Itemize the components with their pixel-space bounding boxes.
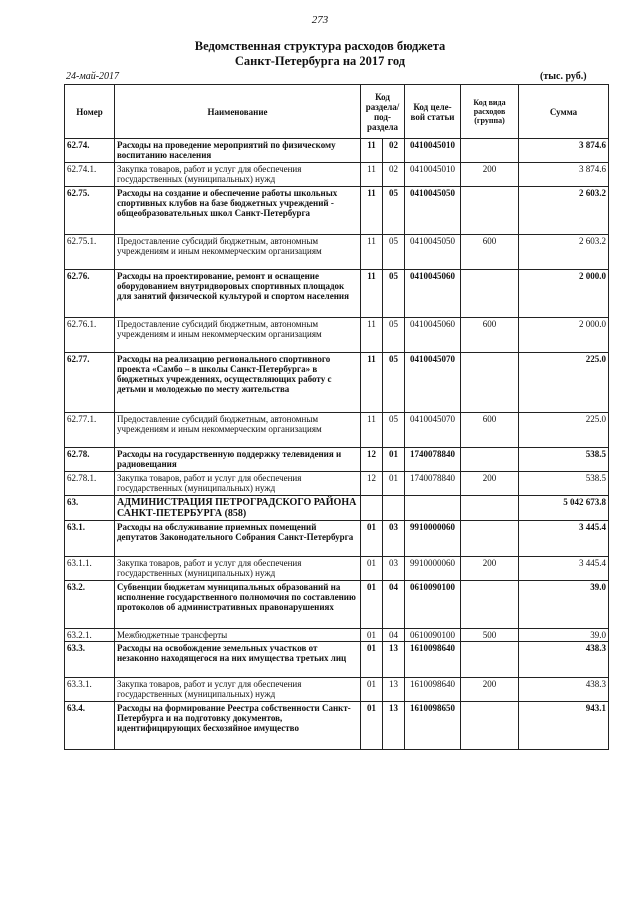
row-target-code: 1740078840 xyxy=(405,448,461,472)
table-row xyxy=(65,139,609,163)
row-sum: 2 000.0 xyxy=(519,318,609,353)
row-subsection: 01 xyxy=(383,448,405,472)
row-name: Расходы на проектирование, ремонт и оснащение оборудованием внутридворовых спортивных площадок для занятий физической культурой и спортом населения xyxy=(115,270,361,318)
row-target-code: 0610090100 xyxy=(405,629,461,642)
row-section xyxy=(361,496,383,521)
table-row xyxy=(65,702,609,750)
row-target-code: 0410045070 xyxy=(405,353,461,413)
row-number: 62.75.1. xyxy=(65,235,115,270)
row-name: АДМИНИСТРАЦИЯ ПЕТРОГРАДСКОГО РАЙОНА САНКТ-ПЕТЕРБУРГА (858) xyxy=(115,496,361,521)
row-number: 62.77. xyxy=(65,353,115,413)
row-sum: 2 603.2 xyxy=(519,187,609,235)
row-number: 62.74. xyxy=(65,139,115,163)
row-name: Расходы на освобождение земельных участков от незаконно находящегося на них имущества третьих лиц xyxy=(115,642,361,678)
row-subsection: 04 xyxy=(383,629,405,642)
table-row xyxy=(65,163,609,187)
title-line-1: Ведомственная структура расходов бюджета xyxy=(194,39,446,53)
row-sum: 225.0 xyxy=(519,413,609,448)
row-section: 01 xyxy=(361,702,383,750)
row-expense-type: 600 xyxy=(461,318,519,353)
row-subsection xyxy=(383,496,405,521)
row-section: 01 xyxy=(361,557,383,581)
table-row xyxy=(65,557,609,581)
table-row xyxy=(65,270,609,318)
row-expense-type xyxy=(461,353,519,413)
row-section: 11 xyxy=(361,318,383,353)
row-number: 63. xyxy=(65,496,115,521)
row-section: 01 xyxy=(361,629,383,642)
row-expense-type xyxy=(461,448,519,472)
table-row xyxy=(65,642,609,678)
row-subsection: 02 xyxy=(383,139,405,163)
row-number: 62.76.1. xyxy=(65,318,115,353)
table-row xyxy=(65,472,609,496)
row-subsection: 04 xyxy=(383,581,405,629)
row-section: 11 xyxy=(361,413,383,448)
row-expense-type: 600 xyxy=(461,413,519,448)
row-subsection: 01 xyxy=(383,472,405,496)
row-target-code: 0410045050 xyxy=(405,235,461,270)
row-number: 62.75. xyxy=(65,187,115,235)
row-name: Расходы на проведение мероприятий по физическому воспитанию населения xyxy=(115,139,361,163)
row-target-code: 9910000060 xyxy=(405,521,461,557)
header-expense-type-code: Код вида расходов (группа) xyxy=(461,85,519,139)
row-subsection: 05 xyxy=(383,318,405,353)
row-name: Закупка товаров, работ и услуг для обеспечения государственных (муниципальных) нужд xyxy=(115,678,361,702)
row-subsection: 03 xyxy=(383,521,405,557)
row-section: 01 xyxy=(361,678,383,702)
row-sum: 3 874.6 xyxy=(519,163,609,187)
row-expense-type: 200 xyxy=(461,678,519,702)
row-expense-type xyxy=(461,581,519,629)
page-number: 273 xyxy=(311,14,329,26)
row-subsection: 05 xyxy=(383,270,405,318)
row-expense-type xyxy=(461,139,519,163)
row-subsection: 05 xyxy=(383,187,405,235)
row-number: 63.1.1. xyxy=(65,557,115,581)
header-section-code: Код раздела/ под-раздела xyxy=(361,85,405,139)
row-section: 01 xyxy=(361,581,383,629)
row-subsection: 13 xyxy=(383,642,405,678)
row-sum: 3 874.6 xyxy=(519,139,609,163)
row-section: 11 xyxy=(361,163,383,187)
row-number: 62.78.1. xyxy=(65,472,115,496)
title-line-2: Санкт-Петербурга на 2017 год xyxy=(234,54,406,68)
row-sum: 438.3 xyxy=(519,642,609,678)
row-number: 62.77.1. xyxy=(65,413,115,448)
row-target-code: 0410045010 xyxy=(405,139,461,163)
row-expense-type: 200 xyxy=(461,163,519,187)
row-name: Расходы на создание и обеспечение работы школьных спортивных клубов на базе бюджетных учреждений - общеобразовательных школ Санкт-Петербурга xyxy=(115,187,361,235)
row-section: 11 xyxy=(361,353,383,413)
row-name: Закупка товаров, работ и услуг для обеспечения государственных (муниципальных) нужд xyxy=(115,472,361,496)
budget-table xyxy=(64,84,609,750)
row-name: Расходы на обслуживание приемных помещений депутатов Законодательного Собрания Санкт-Петербурга xyxy=(115,521,361,557)
row-sum: 3 445.4 xyxy=(519,557,609,581)
row-target-code: 1610098640 xyxy=(405,678,461,702)
row-number: 63.3.1. xyxy=(65,678,115,702)
row-sum: 438.3 xyxy=(519,678,609,702)
table-row xyxy=(65,496,609,521)
row-section: 01 xyxy=(361,521,383,557)
row-sum: 943.1 xyxy=(519,702,609,750)
row-subsection: 05 xyxy=(383,235,405,270)
row-subsection: 02 xyxy=(383,163,405,187)
table-row xyxy=(65,413,609,448)
row-sum: 3 445.4 xyxy=(519,521,609,557)
row-target-code: 0410045050 xyxy=(405,187,461,235)
row-section: 11 xyxy=(361,187,383,235)
row-section: 12 xyxy=(361,472,383,496)
row-subsection: 13 xyxy=(383,702,405,750)
row-section: 01 xyxy=(361,642,383,678)
row-name: Расходы на государственную поддержку телевидения и радиовещания xyxy=(115,448,361,472)
row-expense-type: 500 xyxy=(461,629,519,642)
row-section: 11 xyxy=(361,235,383,270)
row-number: 63.2. xyxy=(65,581,115,629)
row-subsection: 05 xyxy=(383,413,405,448)
table-row xyxy=(65,521,609,557)
row-expense-type xyxy=(461,642,519,678)
row-expense-type xyxy=(461,521,519,557)
row-sum: 538.5 xyxy=(519,472,609,496)
row-target-code: 0410045060 xyxy=(405,270,461,318)
row-sum: 39.0 xyxy=(519,581,609,629)
row-number: 63.1. xyxy=(65,521,115,557)
row-section: 11 xyxy=(361,139,383,163)
row-number: 63.2.1. xyxy=(65,629,115,642)
header-name: Наименование xyxy=(115,85,361,139)
header-sum: Сумма xyxy=(519,85,609,139)
header-target-code: Код целе-вой статьи xyxy=(405,85,461,139)
row-sum: 538.5 xyxy=(519,448,609,472)
row-expense-type: 200 xyxy=(461,472,519,496)
table-row xyxy=(65,318,609,353)
row-name: Предоставление субсидий бюджетным, автономным учреждениям и иным некоммерческим организациям xyxy=(115,318,361,353)
row-target-code: 0610090100 xyxy=(405,581,461,629)
row-expense-type xyxy=(461,187,519,235)
row-expense-type xyxy=(461,702,519,750)
row-name: Расходы на реализацию регионального спортивного проекта «Самбо – в школы Санкт-Петербурга» в бюджетных учреждениях, осуществляющих работу с детьми и молодежью по месту жительства xyxy=(115,353,361,413)
row-expense-type xyxy=(461,496,519,521)
table-header-row xyxy=(65,85,609,139)
table-row xyxy=(65,448,609,472)
header-number: Номер xyxy=(65,85,115,139)
row-subsection: 05 xyxy=(383,353,405,413)
row-target-code: 9910000060 xyxy=(405,557,461,581)
row-sum: 5 042 673.8 xyxy=(519,496,609,521)
table-row xyxy=(65,187,609,235)
row-sum: 2 603.2 xyxy=(519,235,609,270)
row-expense-type: 600 xyxy=(461,235,519,270)
document-date: 24-май-2017 xyxy=(66,71,120,82)
table-row xyxy=(65,353,609,413)
row-number: 63.4. xyxy=(65,702,115,750)
row-number: 62.78. xyxy=(65,448,115,472)
row-sum: 225.0 xyxy=(519,353,609,413)
row-name: Субвенции бюджетам муниципальных образований на исполнение государственного полномочия по составлению протоколов об административных правонарушениях xyxy=(115,581,361,629)
table-row xyxy=(65,629,609,642)
row-target-code: 1740078840 xyxy=(405,472,461,496)
row-name: Межбюджетные трансферты xyxy=(115,629,361,642)
table-row xyxy=(65,235,609,270)
units-label: (тыс. руб.) xyxy=(540,71,587,82)
document-title xyxy=(0,39,640,69)
row-target-code: 0410045070 xyxy=(405,413,461,448)
row-number: 62.74.1. xyxy=(65,163,115,187)
row-section: 12 xyxy=(361,448,383,472)
row-target-code: 1610098650 xyxy=(405,702,461,750)
table-row xyxy=(65,678,609,702)
row-subsection: 03 xyxy=(383,557,405,581)
table-row xyxy=(65,581,609,629)
row-name: Предоставление субсидий бюджетным, автономным учреждениям и иным некоммерческим организациям xyxy=(115,235,361,270)
row-target-code: 0410045010 xyxy=(405,163,461,187)
row-number: 62.76. xyxy=(65,270,115,318)
row-subsection: 13 xyxy=(383,678,405,702)
row-sum: 39.0 xyxy=(519,629,609,642)
row-sum: 2 000.0 xyxy=(519,270,609,318)
table-body xyxy=(65,139,609,750)
row-section: 11 xyxy=(361,270,383,318)
row-target-code: 1610098640 xyxy=(405,642,461,678)
row-target-code: 0410045060 xyxy=(405,318,461,353)
row-name: Закупка товаров, работ и услуг для обеспечения государственных (муниципальных) нужд xyxy=(115,163,361,187)
row-name: Расходы на формирование Реестра собственности Санкт-Петербурга и на подготовку документов, идентифицирующих бесхозяйное имущество xyxy=(115,702,361,750)
row-name: Закупка товаров, работ и услуг для обеспечения государственных (муниципальных) нужд xyxy=(115,557,361,581)
row-expense-type xyxy=(461,270,519,318)
row-expense-type: 200 xyxy=(461,557,519,581)
row-number: 63.3. xyxy=(65,642,115,678)
row-name: Предоставление субсидий бюджетным, автономным учреждениям и иным некоммерческим организациям xyxy=(115,413,361,448)
row-target-code xyxy=(405,496,461,521)
